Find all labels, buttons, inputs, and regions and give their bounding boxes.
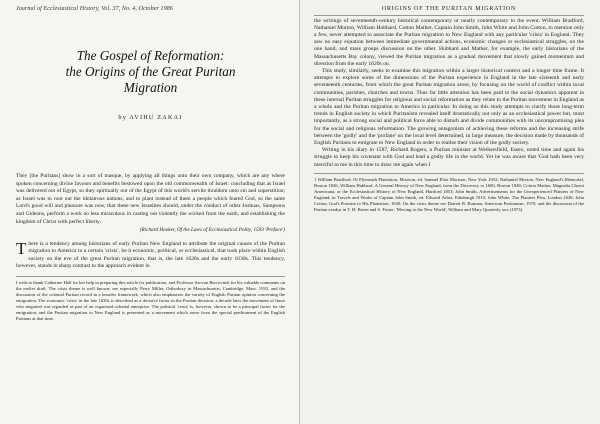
title-line-1: The Gospel of Reformation: [76, 48, 225, 63]
title-line-3: Migration [123, 80, 178, 95]
right-running-head: ORIGINS OF THE PURITAN MIGRATION [381, 6, 517, 12]
drop-cap: T [16, 239, 27, 259]
epigraph: They [the Puritans] show in a sort of masque, by applying all things unto their own company, which are any where spoken concerning divine favours and benefits bestowed upon the old commonwealth of Israel: concluding that as Israel was delivered out of Egypt, so they spiritually out of the Egypt of this world's servile thraldom unto sin and superstition; as Israel was to root out the idolatrous nations, and to plant instead of them a people which feared God, so the same Lord's good will and pleasure was now, that these new Israelites should, under the conduct of other Joshuas, Sampsons and Gideons, perform a work no less miraculous in casting out violently the wicked from the earth, and establishing the kingdom of Christ with perfect liberty. [16, 173, 285, 225]
paragraph-2: This study, similarly, seeks to examine this migration within a larger historical context and a longer time frame. It attempts to explore some of the dimensions of the Puritan experience in England in the late sixteenth and early seventeenth centuries, from which the great Puritan migration arose, by focusing on the world of conflict within local communities, parishes, churches and towns. Thus far little attention has been paid to the social dynamics apparent in these internal Puritan struggles for religious and social reformation as they relate to the Puritan movement in England as a whole and the Puritan migration to America in particular. In doing so this study attempts to clarify those long-term trends in English society in which Puritanism revealed itself dramatically not only as an ecclesiastical power but, most importantly, as a strong social and political force able to disturb and divide communities with its uncompromising plea for the social and religious reformation. The growing antagonism of achieving these reforms and the increasing strife between the 'godly' and the 'profane' on the local level determined, in large measure, the decision made by thousands of English Puritans to emigrate to New England in order to realise their vision of the godly society. [314, 67, 584, 146]
byline [16, 114, 285, 121]
paragraph-3: Writing in his diary in 1587, Richard Rogers, a Puritan minister at Wethersfield, Essex, noted time and again his struggle to keep his covenant with God and lead a godly life in the world. Yet he was aware that 'God hath been very merciful to me in this time to draw me again when I [314, 147, 584, 168]
left-footnote: I wish to thank Catherine Hall for her help in preparing this article for publication, and Professor Sacvan Bercovitch for his valuable comments on the earlier draft. The crisis theme is well known; see especially Perry Miller, Orthodoxy in Massachusetts, Cambridge, Mass. 1933, and the discussion of the colonial Puritan record in a broader framework, which also emphasizes the variety of English Puritan opinion concerning the emigration. The economic 'crisis' in the late 1620s is described as a decisive factor in the Puritan decision; a decade later the movement of those who migrated was regarded as part of an organised colonial enterprise. The political 'crisis' is, however, shown to be a principal factor for the emigration, and the Puritan migration to New England is presented as a movement which arose from the special predicament of the English Puritans at that time. [16, 276, 285, 322]
header-rule [314, 15, 584, 16]
opening-paragraph [16, 241, 285, 270]
article-title [16, 48, 285, 96]
paragraph-1: the writings of seventeenth-century historical contemporary or nearly contemporary to the event. William Bradford, Nathaniel Morton, William Hubbard, Cotton Mather, Captain John Smith, John White and John Cotton, to mention only a few, never attempted to associate the Puritan migration to New England with any particular 'crisis' in England. They saw no easy equation between immediate governmental actions, economic changes or ecclesiastical struggles, on the one hand, and mass groups discussion on the other. Hubbard and Mather, for example, the early historians of the Massachusetts Bay colony, viewed the Puritan migration as a gradual movement that slowly gained momentum and direction from the early 1620s on. [314, 17, 584, 67]
opening-text: here is a tendency among historians of early Puritan New England to attribute the original causes of the Puritan migration to America to a certain 'crisis', be it economic, political, or ecclesiastical, that took place within English society on the eve of the great Puritan migration, that is, the late 1620s and the early 1630s. This tendency, however, stands in sharp contrast to the approach evident in [16, 241, 285, 269]
right-footnote: 1 William Bradford, Of Plymouth Plantation, Morison, ed. Samuel Eliot Morison, New York 1952; Nathaniel Morton, New England's Memorial, Boston 1826; William Hubbard, A General History of New England, from the Discovery to 1680, Boston 1848; Cotton Mather, Magnalia Christi Americana, or the Ecclesiastical History of New England, Hartford 1853; John Smith, Advertisements for the Unexperienced Planters of New England, in Travels and Works of Captain John Smith, ed. Edward Arber, Edinburgh 1910; John White, The Planters Plea, London 1630; John Cotton, God's Promise to His Plantation, 1630. On the crisis theme see Darrett B. Rutman, American Puritanism, 1970, and the discussion of the Puritan exodus in T. H. Breen and S. Foster, 'Moving to the New World', William and Mary Quarterly xxx (1973). [314, 173, 584, 213]
epigraph-source: (Richard Hooker, Of the Laws of Ecclesiastical Polity, 1593 'Preface') [139, 227, 285, 234]
byline-prefix: by [118, 114, 128, 121]
right-body [314, 18, 584, 169]
left-running-head: Journal of Ecclesiastical History, Vol. 37, No. 4, October 1986 [16, 6, 173, 12]
title-line-2: the Origins of the Great Puritan [65, 64, 236, 79]
author-name: AVIHU ZAKAI [129, 114, 183, 121]
right-page [300, 0, 600, 424]
